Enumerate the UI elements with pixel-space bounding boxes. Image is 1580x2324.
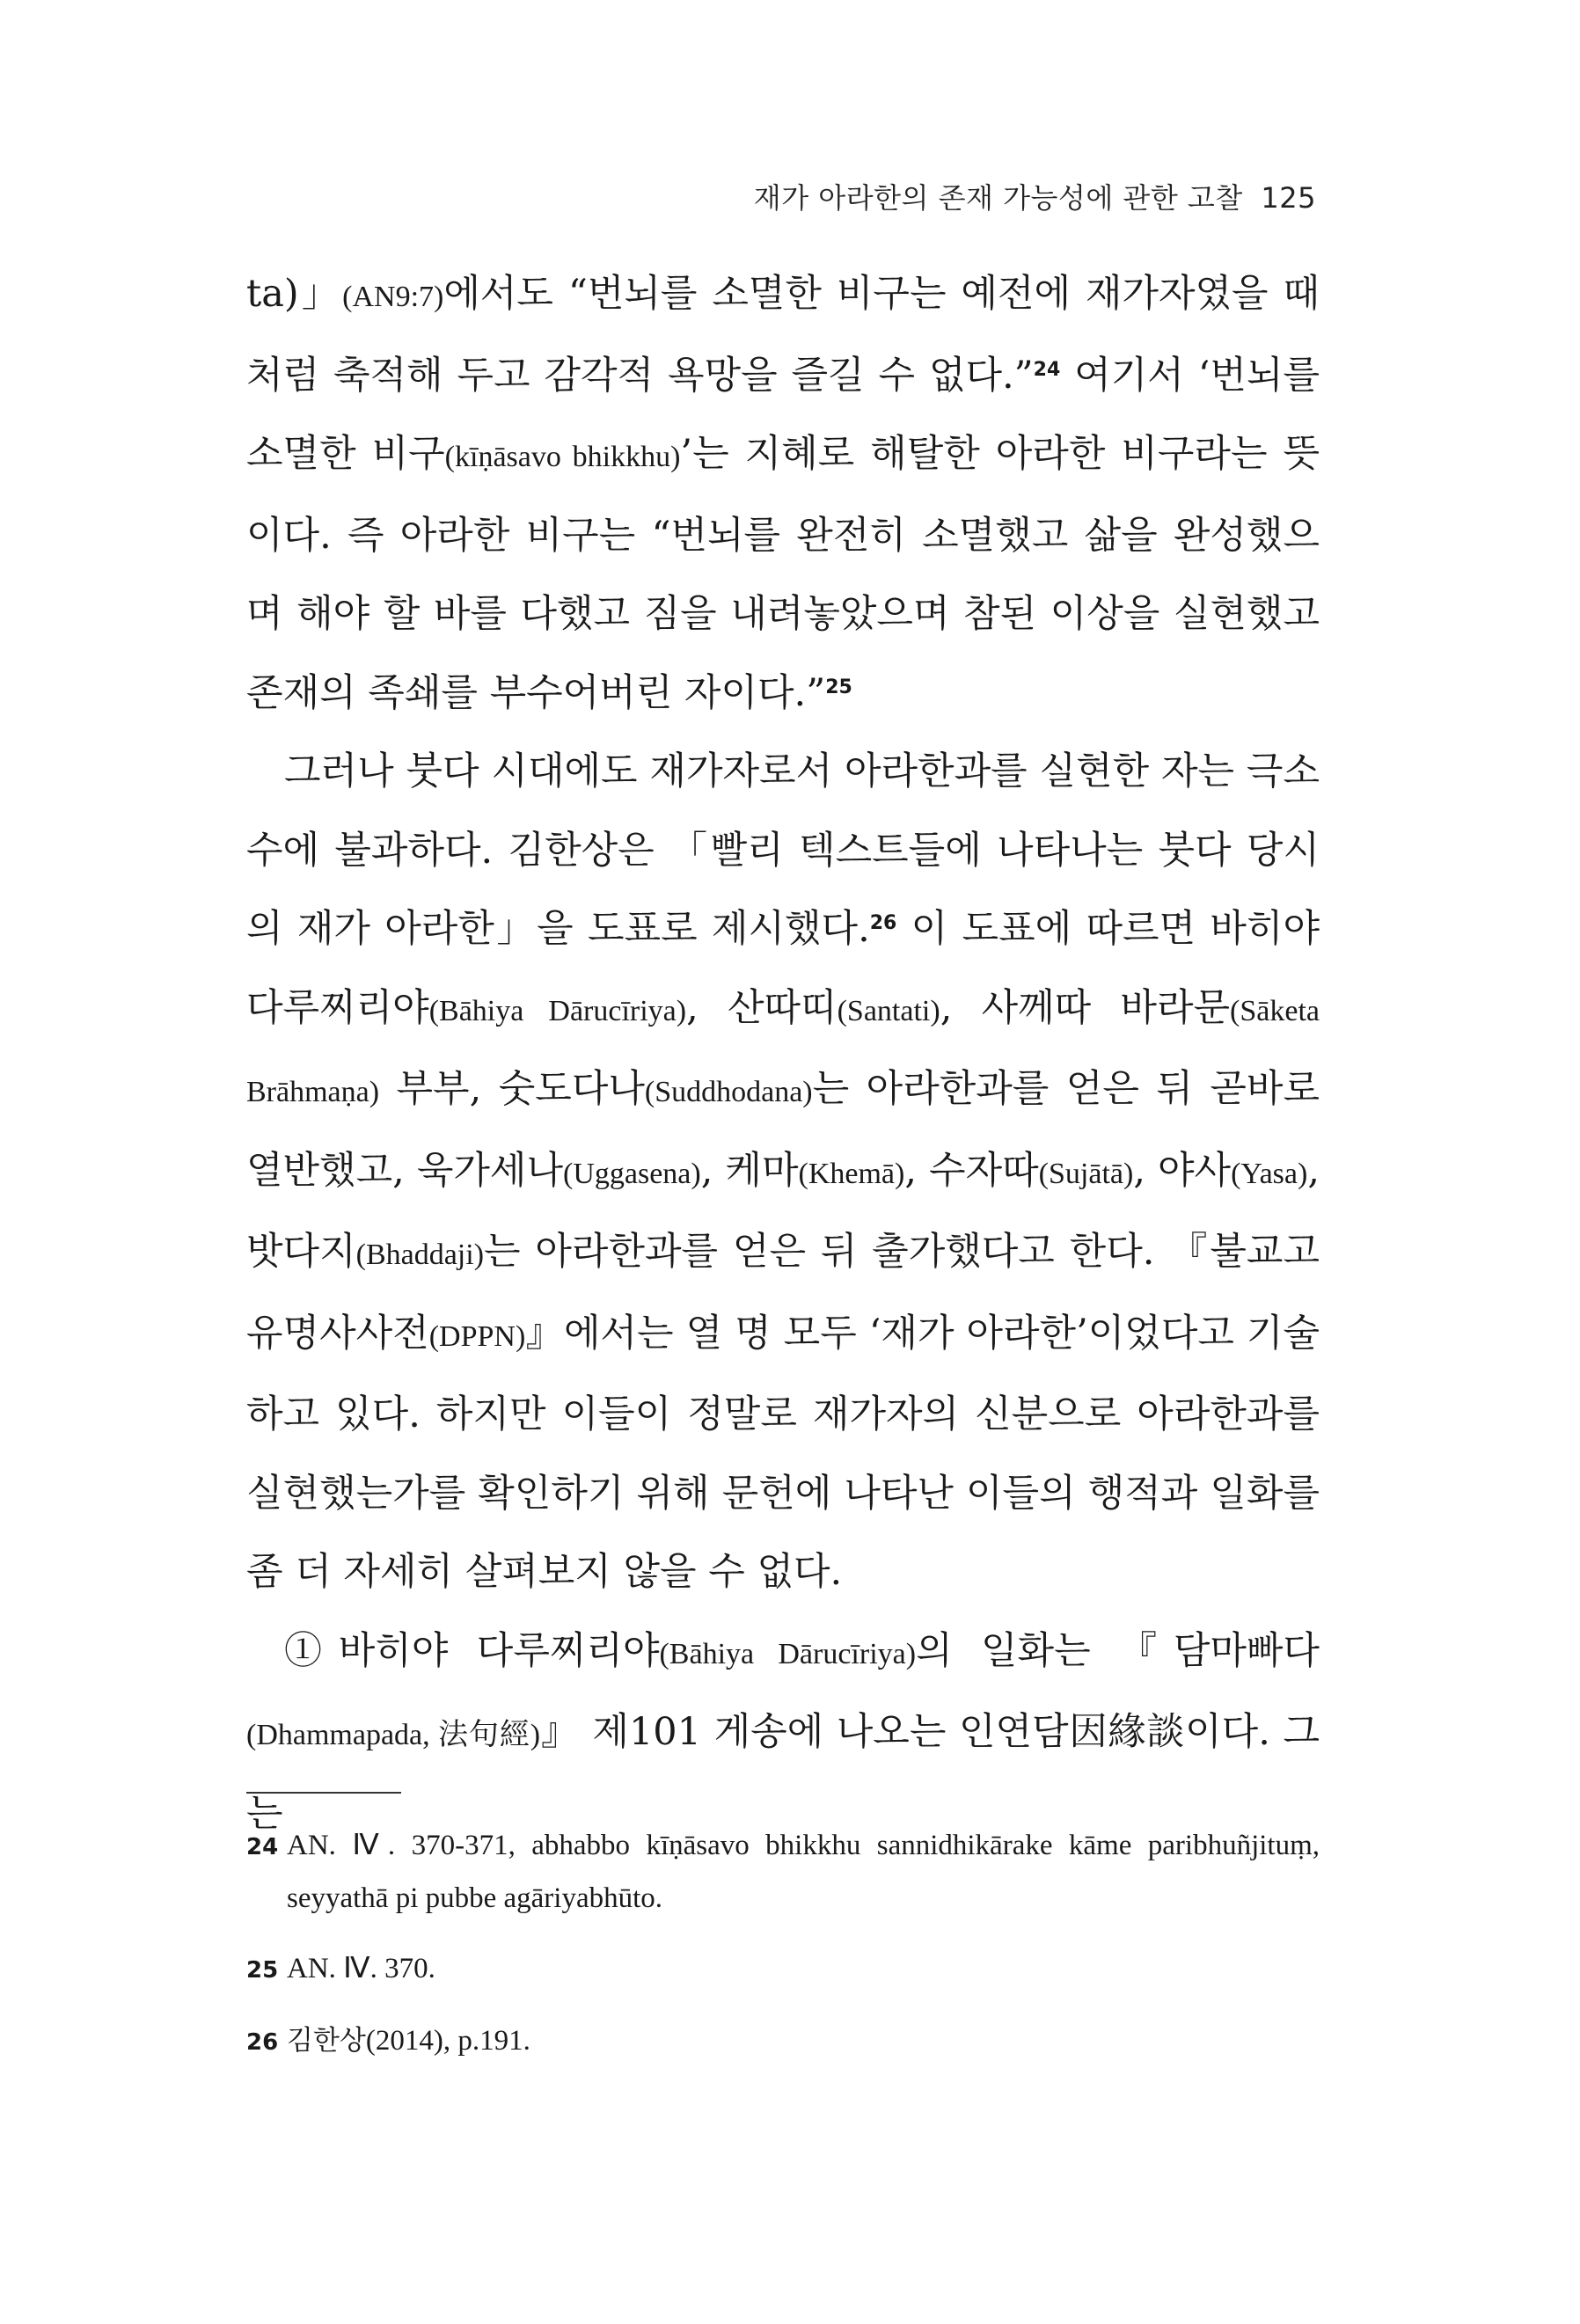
latin-text: (Santati) <box>837 994 940 1027</box>
footnote-number: 26 <box>246 2029 279 2056</box>
footnote-text: AN. Ⅳ. 370. <box>287 1953 435 1984</box>
latin-text: (Bāhiya Dārucīriya) <box>659 1637 917 1670</box>
text-run: 의 일화는 『담마빠다 <box>916 1628 1320 1673</box>
latin-text: (kīṇāsavo bhikkhu) <box>444 441 681 473</box>
latin-text: (Khemā) <box>798 1157 905 1190</box>
paragraph-1 <box>246 255 1320 733</box>
text-run: , 수자따 <box>904 1148 1039 1193</box>
latin-text: (Sujātā) <box>1038 1157 1134 1190</box>
latin-text: (AN9:7) <box>342 281 444 313</box>
page-number: 125 <box>1261 181 1316 215</box>
footnote-ref-25[interactable]: 25 <box>825 676 852 698</box>
text-run: 는 아라한과를 얻은 뒤 곧바로 열반했고, 욱가세나 <box>246 1067 1320 1193</box>
footnote-text-wrap <box>287 2014 1320 2067</box>
text-run: 에서도 “번뇌를 소멸한 비구는 예전에 재가자였을 때처럼 축적해 두고 감각적 욕망을 즐길 수 없다.” <box>246 272 1320 398</box>
footnote-26 <box>246 2014 1320 2069</box>
footnote-number: 25 <box>246 1957 279 1984</box>
footnote-divider <box>246 1792 401 1794</box>
paragraph-2 <box>246 733 1320 1612</box>
latin-text: (Bhaddaji) <box>355 1239 485 1271</box>
latin-text: (Bāhiya Dārucīriya) <box>428 994 687 1027</box>
text-run: 는 아라한과를 얻은 뒤 출가했다고 한다. 『불교고유명사사전 <box>246 1230 1320 1356</box>
latin-text: (Sāketa Brāhmaṇa) <box>246 994 1320 1108</box>
footnote-author: 김한상 <box>287 2025 366 2057</box>
text-run: , 케마 <box>700 1148 799 1193</box>
footnote-text: AN. Ⅳ. 370-371, abhabbo kīṇāsavo bhikkhu sannidhikārake kāme paribhuñjituṃ, seyyathā pi pubbe agāriyabhūto. <box>287 1830 1320 1914</box>
latin-text: (Suddhodana) <box>644 1076 813 1108</box>
text-run: ①바히야 다루찌리야 <box>284 1628 660 1673</box>
text-run: 』에서는 열 명 모두 ‘재가 아라한’이었다고 기술하고 있다. 하지만 이들이 정말로 재가자의 신분으로 아라한과를 실현했는가를 확인하기 위해 문헌에 나타난 이들의 행적과 일화를 좀 더 자세히 살펴보지 않을 수 없다. <box>246 1311 1320 1594</box>
text-run: 이 도표에 따르면 바히야 다루찌리야 <box>246 907 1320 1030</box>
text-run: , 산따띠 <box>686 985 838 1030</box>
footnotes <box>246 1819 1320 2086</box>
footnote-number: 24 <box>246 1834 279 1860</box>
latin-text: (Uggasena) <box>563 1157 701 1190</box>
text-run: ta)」 <box>246 272 343 316</box>
text-run: ’는 지혜로 해탈한 아라한 비구라는 뜻이다. 즉 아라한 비구는 “번뇌를 완전히 소멸했고 삶을 완성했으며 해야 할 바를 다했고 짐을 내려놓았으며 참된 이상을 실현했고 존재의 족쇄를 부수어버린 자이다.” <box>246 432 1320 715</box>
main-text <box>246 255 1320 1853</box>
text-run: , 밧다지 <box>246 1148 1320 1274</box>
footnote-ref-26[interactable]: 26 <box>869 912 897 934</box>
footnote-ref-24[interactable]: 24 <box>1033 358 1061 381</box>
text-run: 여기서 ‘번뇌를 소멸한 비구 <box>246 353 1320 476</box>
text-run: , 사께따 바라문 <box>940 985 1231 1030</box>
text-run: , 야사 <box>1133 1148 1232 1193</box>
paragraph-3 <box>246 1612 1320 1854</box>
footnote-24 <box>246 1819 1320 1925</box>
latin-text: (Yasa) <box>1231 1157 1308 1190</box>
text-run: 부부, 숫도다나 <box>379 1067 645 1111</box>
latin-text: (DPPN) <box>428 1319 526 1353</box>
text-run: 그러나 붓다 시대에도 재가자로서 아라한과를 실현한 자는 극소수에 불과하다. 김한상은 「빨리 텍스트들에 나타나는 붓다 당시의 재가 아라한」을 도표로 제시했다. <box>246 749 1320 951</box>
latin-text: (Dhammapada, 法句經) <box>246 1719 541 1751</box>
footnote-25 <box>246 1942 1320 1997</box>
running-title: 재가 아라한의 존재 가능성에 관한 고찰 <box>753 181 1243 215</box>
running-head <box>754 176 1316 216</box>
text-run: 』 제101 게송에 나오는 인연담因緣談이다. 그는 <box>246 1710 1320 1836</box>
footnote-citation: (2014), p.191. <box>365 2025 530 2057</box>
